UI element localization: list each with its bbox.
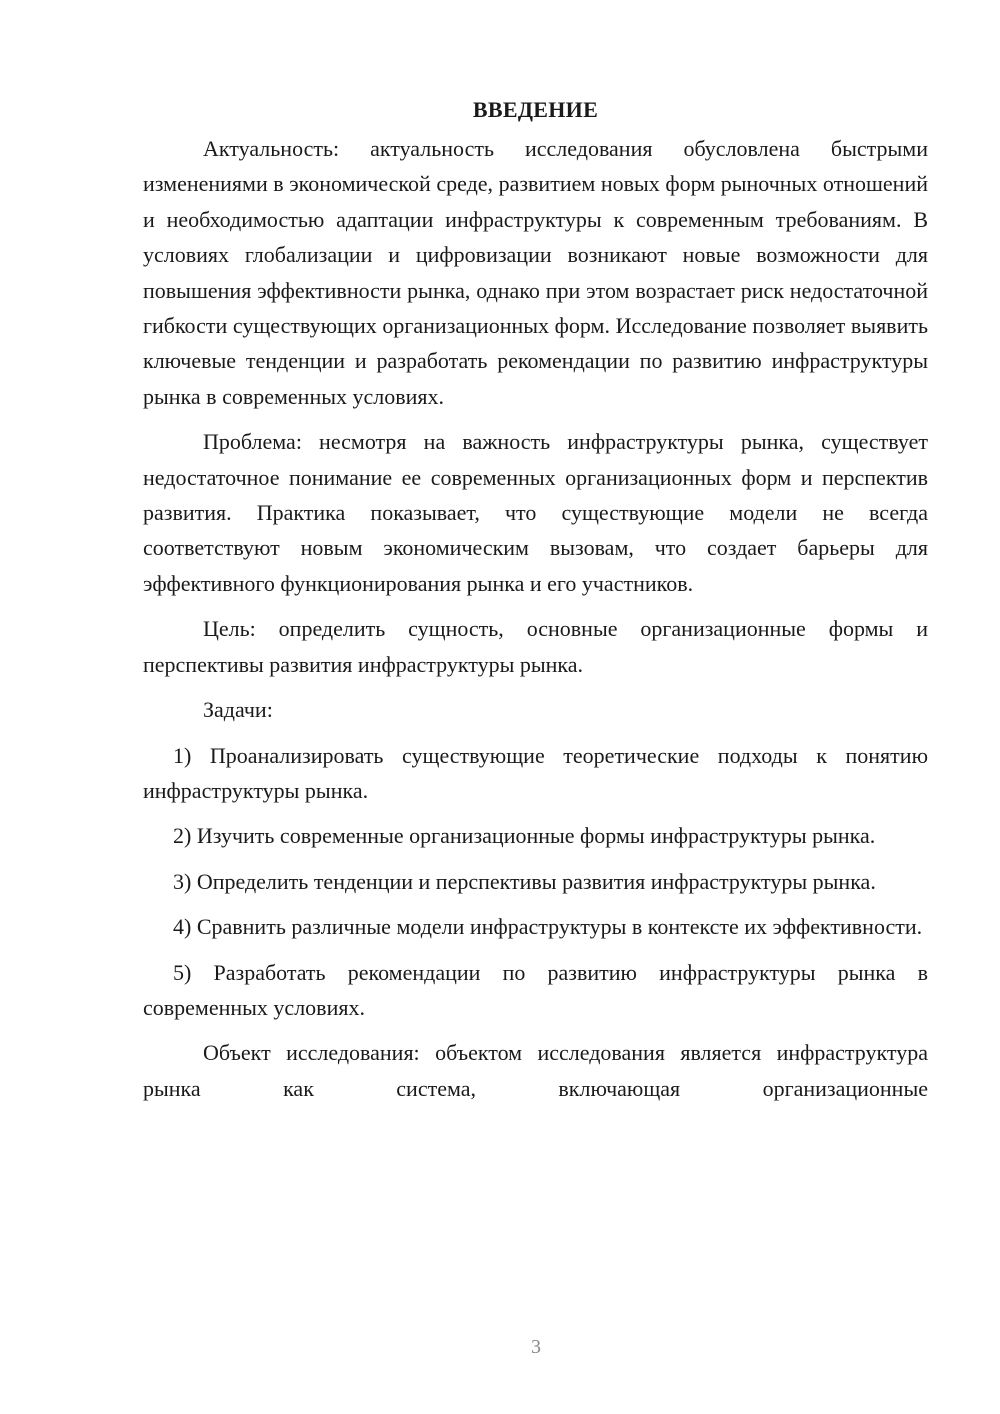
paragraph-relevance: Актуальность: актуальность исследования обусловлена быстрыми изменениями в экономической среде, развитием новых форм рыночных отношений и необходимостью адаптации инфраструктуры к современным требованиям. В условиях глобализации и цифровизации возникают новые возможности для повышения эффективности рынка, однако при этом возрастает риск недостаточной гибкости существующих организационных форм. Исследование позволяет выявить ключевые тенденции и разработать рекомендации по развитию инфраструктуры рынка в современных условиях. <box>143 136 928 409</box>
task-item-2: 2) Изучить современные организационные формы инфраструктуры рынка. <box>173 823 876 849</box>
task-item-1: 1) Проанализировать существующие теоретические подходы к понятию инфраструктуры рынка. <box>143 742 928 803</box>
paragraph-goal: Цель: определить сущность, основные организационные формы и перспективы развития инфраструктуры рынка. <box>143 616 928 677</box>
page-number: 3 <box>531 1336 541 1358</box>
tasks-heading: Задачи: <box>203 697 273 723</box>
paragraph-problem: Проблема: несмотря на важность инфраструктуры рынка, существует недостаточное понимание ее современных организационных форм и перспектив развития. Практика показывает, что существующие модели не всегда соответствуют новым экономическим вызовам, что создает барьеры для эффективного функционирования рынка и его участников. <box>143 429 928 596</box>
section-title: ВВЕДЕНИЕ <box>472 97 599 122</box>
task-item-3: 3) Определить тенденции и перспективы развития инфраструктуры рынка. <box>173 868 876 894</box>
document-page <box>143 92 928 1106</box>
task-item-5: 5) Разработать рекомендации по развитию инфраструктуры рынка в современных условиях. <box>143 959 928 1020</box>
paragraph-object: Объект исследования: объектом исследования является инфраструктура рынка как система, включающая организационные <box>143 1040 928 1101</box>
task-item-4: 4) Сравнить различные модели инфраструктуры в контексте их эффективности. <box>173 914 923 940</box>
